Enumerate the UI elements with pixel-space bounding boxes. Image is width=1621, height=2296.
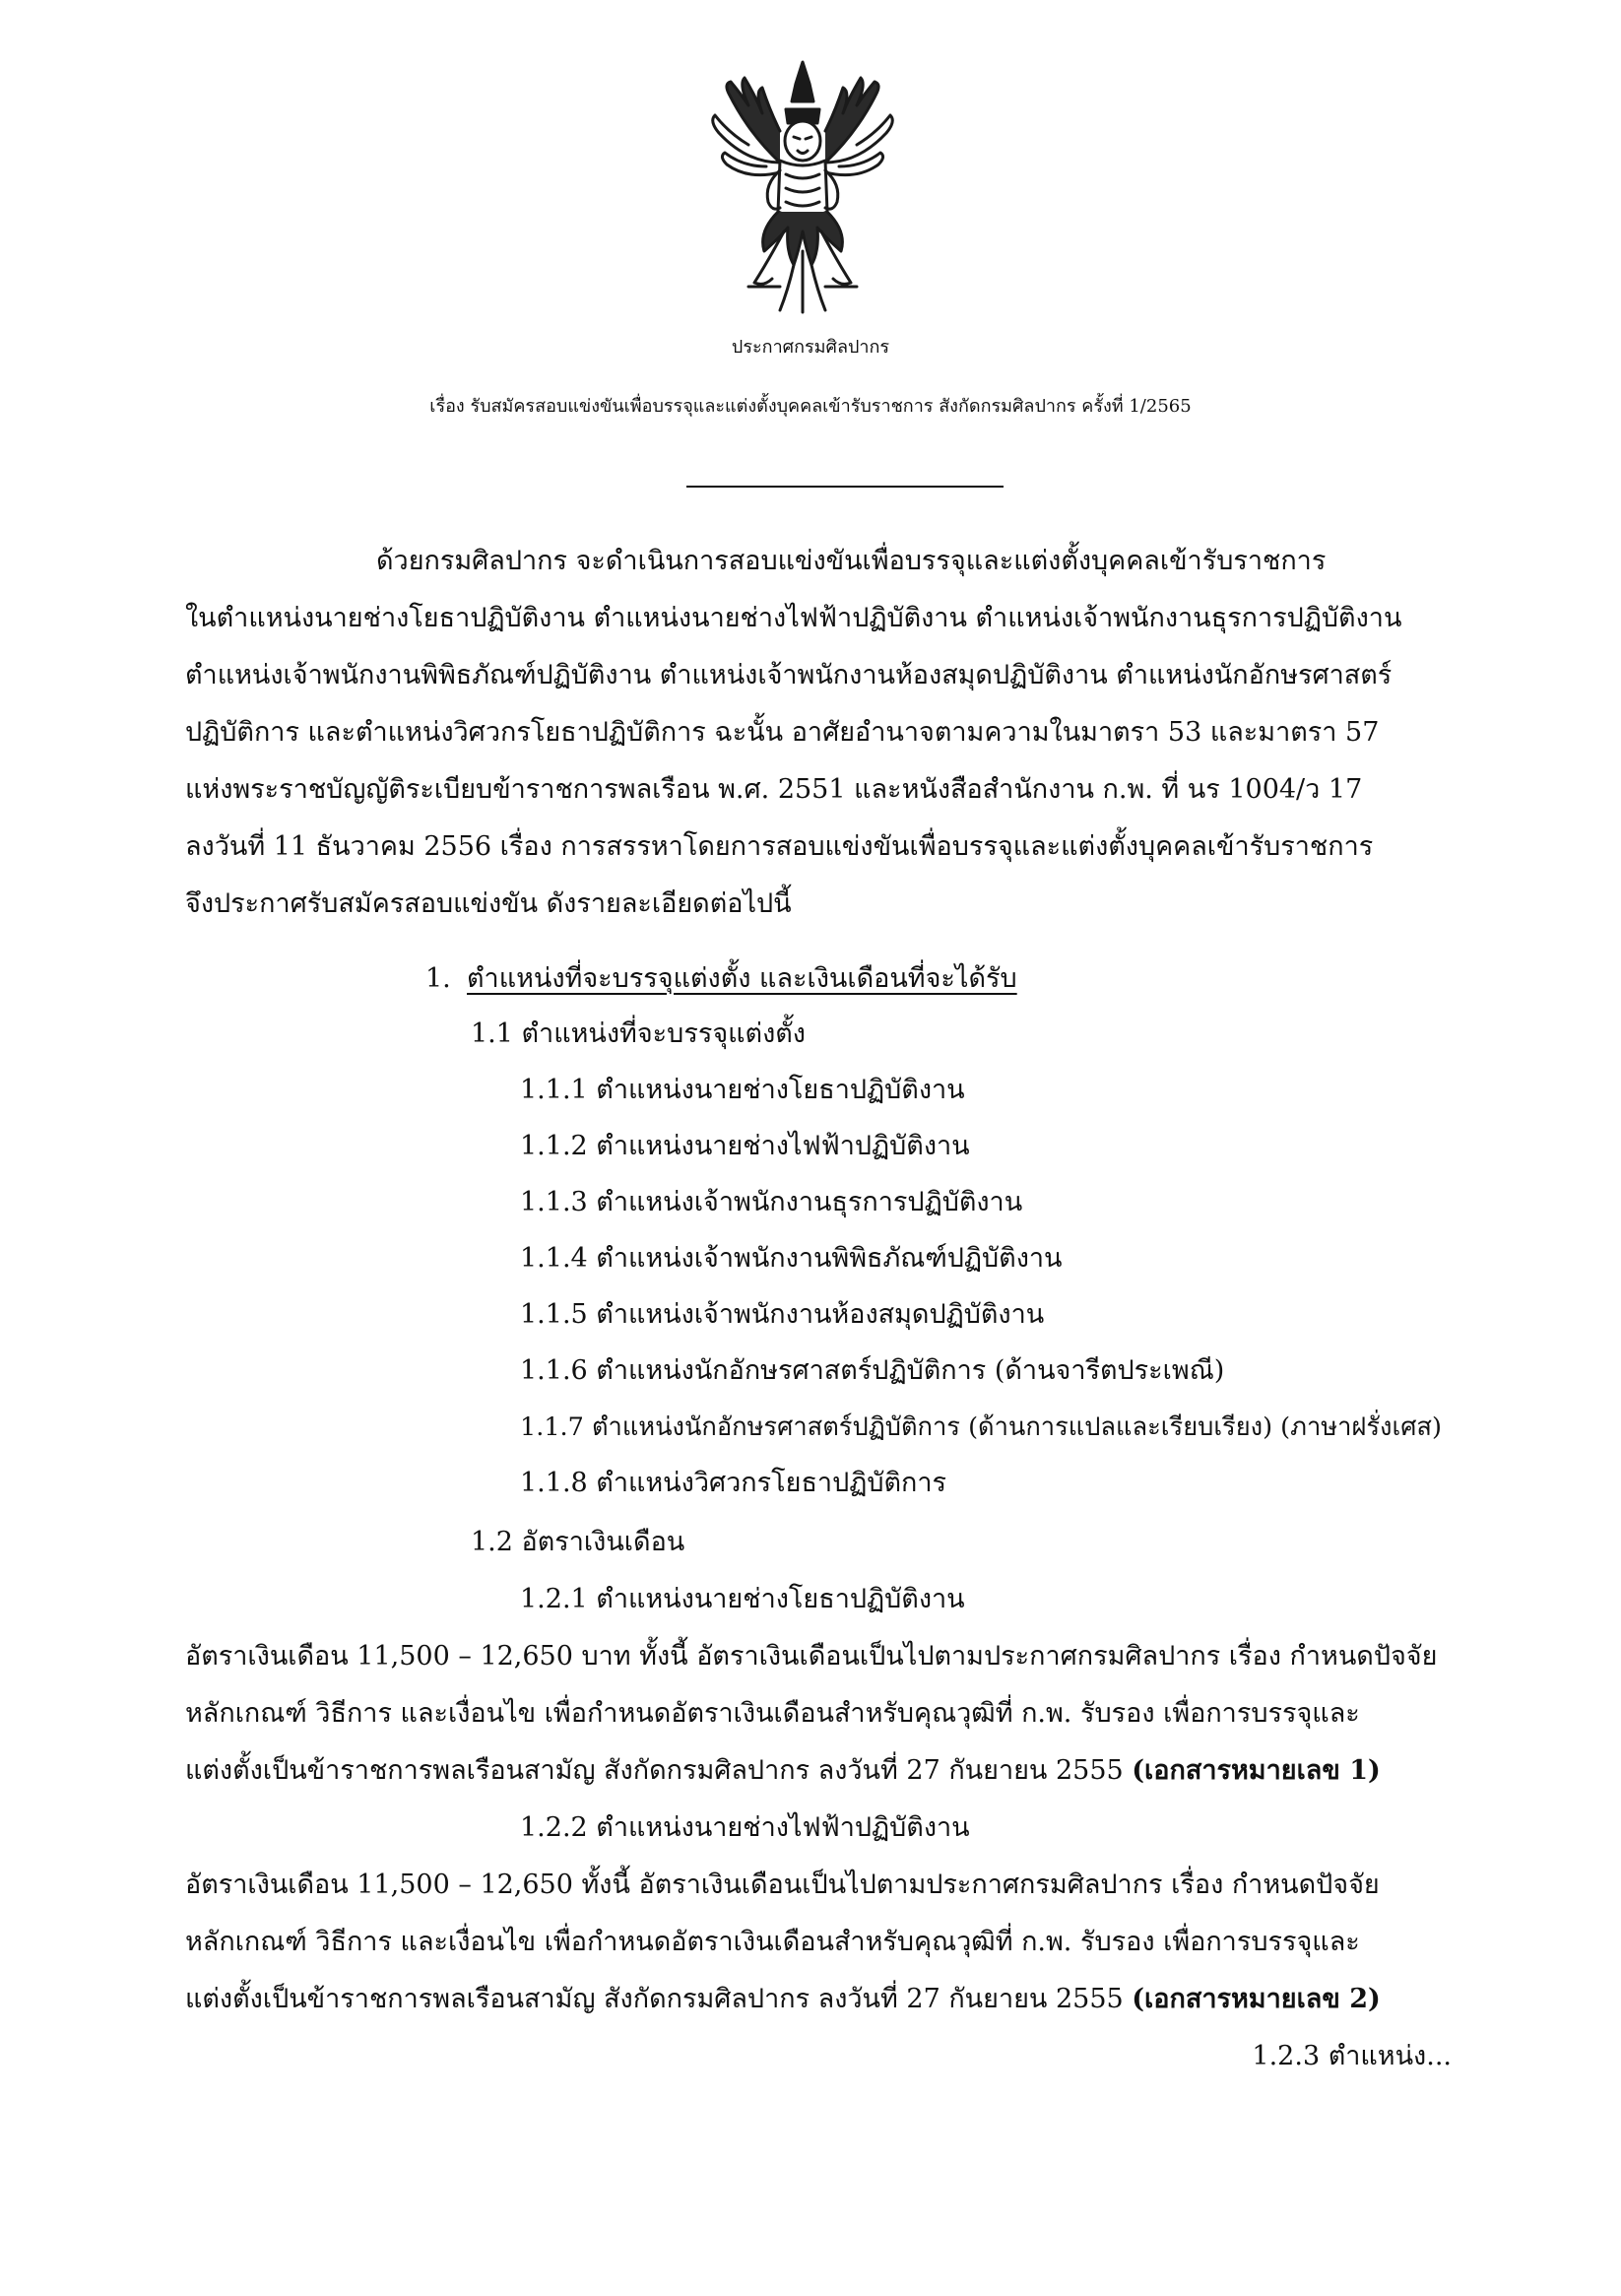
- intro-line-5: แห่งพระราชบัญญัติระเบียบข้าราชการพลเรือน พ.ศ. 2551 และหนังสือสำนักงาน ก.พ. ที่ นร 1004/ว 17: [185, 774, 1363, 805]
- intro-line-1: ด้วยกรมศิลปากร จะดำเนินการสอบแข่งขันเพื่อบรรจุและแต่งตั้งบุคคลเข้ารับราชการ: [376, 546, 1327, 576]
- position-item: 1.1.5 ตำแหน่งเจ้าพนักงานห้องสมุดปฏิบัติงาน: [520, 1299, 1045, 1330]
- position-item: 1.1.8 ตำแหน่งวิศวกรโยธาปฏิบัติการ: [520, 1468, 947, 1498]
- garuda-emblem-icon: [670, 54, 936, 320]
- salary-paragraph-line: อัตราเงินเดือน 11,500 – 12,650 ทั้งนี้ อัตราเงินเดือนเป็นไปตามประกาศกรมศิลปากร เรื่อง กำหนดปัจจัย: [185, 1870, 1380, 1900]
- position-item: 1.1.2 ตำแหน่งนายช่างไฟฟ้าปฏิบัติงาน: [520, 1131, 970, 1161]
- salary-item-heading: 1.2.2 ตำแหน่งนายช่างไฟฟ้าปฏิบัติงาน: [520, 1812, 970, 1843]
- salary-paragraph-line: หลักเกณฑ์ วิธีการ และเงื่อนไข เพื่อกำหนดอัตราเงินเดือนสำหรับคุณวุฒิที่ ก.พ. รับรอง เพื่อการบรรจุและ: [185, 1698, 1360, 1729]
- section-heading: ตำแหน่งที่จะบรรจุแต่งตั้ง และเงินเดือนที่จะได้รับ: [467, 963, 1017, 994]
- intro-line-4: ปฏิบัติการ และตำแหน่งวิศวกรโยธาปฏิบัติการ ฉะนั้น อาศัยอำนาจตามความในมาตรา 53 และมาตรา 57: [185, 717, 1380, 748]
- position-item: 1.1.7 ตำแหน่งนักอักษรศาสตร์ปฏิบัติการ (ด้านการแปลและเรียบเรียง) (ภาษาฝรั่งเศส): [520, 1412, 1442, 1442]
- salary-paragraph-line: หลักเกณฑ์ วิธีการ และเงื่อนไข เพื่อกำหนดอัตราเงินเดือนสำหรับคุณวุฒิที่ ก.พ. รับรอง เพื่อการบรรจุและ: [185, 1927, 1360, 1957]
- document-reference: (เอกสารหมายเลข 1): [1132, 1755, 1381, 1786]
- salary-heading: 1.2 อัตราเงินเดือน: [471, 1527, 685, 1557]
- title-divider: [686, 486, 1004, 488]
- salary-paragraph-line: [185, 1751, 1381, 1791]
- salary-item-heading: 1.2.1 ตำแหน่งนายช่างโยธาปฏิบัติงาน: [520, 1584, 965, 1614]
- intro-line-6: ลงวันที่ 11 ธันวาคม 2556 เรื่อง การสรรหาโดยการสอบแข่งขันเพื่อบรรจุและแต่งตั้งบุคคลเข้ารับราชการ: [185, 831, 1374, 862]
- announcement-title: ประกาศกรมศิลปากร: [731, 337, 890, 358]
- position-item: 1.1.1 ตำแหน่งนายช่างโยธาปฏิบัติงาน: [520, 1075, 965, 1105]
- position-item: 1.1.6 ตำแหน่งนักอักษรศาสตร์ปฏิบัติการ (ด้านจารีตประเพณี): [520, 1355, 1225, 1386]
- salary-paragraph-line: อัตราเงินเดือน 11,500 – 12,650 บาท ทั้งนี้ อัตราเงินเดือนเป็นไปตามประกาศกรมศิลปากร เรื่อง กำหนดปัจจัย: [185, 1641, 1438, 1672]
- intro-line-7: จึงประกาศรับสมัครสอบแข่งขัน ดังรายละเอียดต่อไปนี้: [185, 888, 792, 919]
- position-item: 1.1.3 ตำแหน่งเจ้าพนักงานธุรการปฏิบัติงาน: [520, 1187, 1023, 1217]
- intro-line-2: ในตำแหน่งนายช่างโยธาปฏิบัติงาน ตำแหน่งนายช่างไฟฟ้าปฏิบัติงาน ตำแหน่งเจ้าพนักงานธุรการปฏิบัติงาน: [185, 603, 1402, 633]
- position-item: 1.1.4 ตำแหน่งเจ้าพนักงานพิพิธภัณฑ์ปฏิบัติงาน: [520, 1243, 1063, 1274]
- positions-heading: 1.1 ตำแหน่งที่จะบรรจุแต่งตั้ง: [471, 1018, 806, 1049]
- salary-paragraph-line: [185, 1980, 1381, 2019]
- section-number: 1.: [425, 963, 451, 994]
- page-continuation: 1.2.3 ตำแหน่ง...: [1252, 2041, 1452, 2071]
- announcement-subject: เรื่อง รับสมัครสอบแข่งขันเพื่อบรรจุและแต่งตั้งบุคคลเข้ารับราชการ สังกัดกรมศิลปากร ครั้งที่ 1/2565: [429, 396, 1192, 417]
- salary-paragraph-text: แต่งตั้งเป็นข้าราชการพลเรือนสามัญ สังกัดกรมศิลปากร ลงวันที่ 27 กันยายน 2555: [185, 1984, 1124, 2014]
- intro-line-3: ตำแหน่งเจ้าพนักงานพิพิธภัณฑ์ปฏิบัติงาน ตำแหน่งเจ้าพนักงานห้องสมุดปฏิบัติงาน ตำแหน่งนักอักษรศาสตร์: [185, 660, 1393, 690]
- salary-paragraph-text: แต่งตั้งเป็นข้าราชการพลเรือนสามัญ สังกัดกรมศิลปากร ลงวันที่ 27 กันยายน 2555: [185, 1755, 1124, 1786]
- document-reference: (เอกสารหมายเลข 2): [1132, 1984, 1381, 2014]
